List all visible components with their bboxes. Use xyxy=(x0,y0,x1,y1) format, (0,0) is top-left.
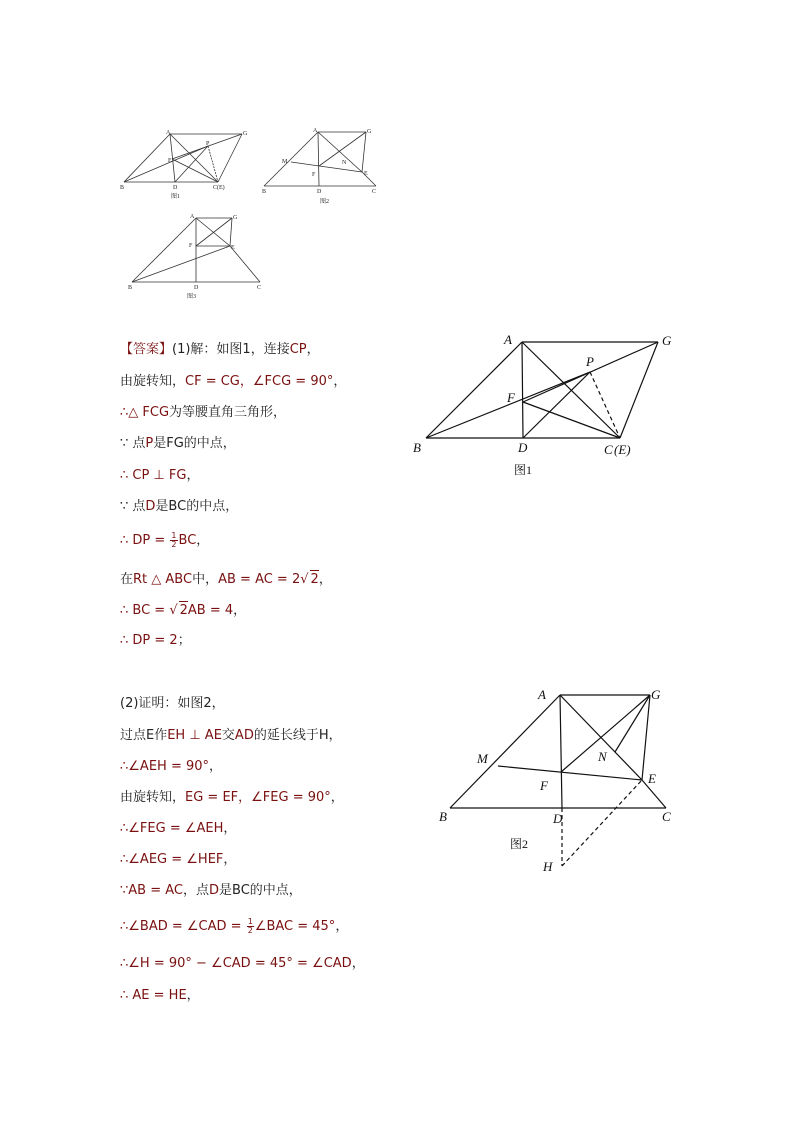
line-prefix: 由旋转知， xyxy=(120,374,186,389)
math-expression: ∴ DP = xyxy=(120,533,170,548)
line-prefix: 在 xyxy=(120,572,134,587)
answer-line xyxy=(120,727,342,745)
answer-line xyxy=(120,498,238,516)
fig2-label: M xyxy=(477,751,488,766)
fig1-label: F xyxy=(507,390,515,405)
answer-line xyxy=(120,632,191,650)
math-expression: ∠BAC = 45° xyxy=(254,919,336,934)
thumb2-label: M xyxy=(282,159,288,165)
fraction-denominator: 2 xyxy=(171,540,177,549)
fraction-numerator: 1 xyxy=(171,531,177,540)
thumb3-label: A xyxy=(190,214,195,220)
line-suffix: ， xyxy=(223,821,237,836)
math-expression: AB = AC = 2 xyxy=(218,572,301,587)
line-suffix: ， xyxy=(333,374,347,389)
fig1-label: B xyxy=(413,440,421,455)
line-suffix: ， xyxy=(306,342,320,357)
answer-line xyxy=(120,373,346,391)
thumbnail-figure-2 xyxy=(258,124,388,206)
fraction-denominator: 2 xyxy=(247,926,253,935)
sqrt-symbol: √ xyxy=(300,572,309,587)
line-suffix: ， xyxy=(335,919,349,934)
thumb3-label: E xyxy=(231,245,235,251)
thumb3-label: G xyxy=(233,215,238,221)
answer-tag: 【答案】 xyxy=(120,342,173,357)
line-mid: 中， xyxy=(192,572,219,587)
math-expression: D xyxy=(209,883,220,898)
answer-line xyxy=(120,918,348,936)
thumb1-label: A xyxy=(166,130,171,136)
figure-1 xyxy=(400,326,690,476)
line-prefix: ∵ 点 xyxy=(120,499,146,514)
answer-line xyxy=(120,882,302,900)
fig2-label: H xyxy=(543,859,553,874)
line-prefix: 由旋转知， xyxy=(120,790,186,805)
line-suffix: ， xyxy=(186,468,200,483)
answer-line xyxy=(120,341,320,359)
line-prefix: (2)证明：如图2， xyxy=(120,696,225,711)
line-suffix: ， xyxy=(186,988,200,1003)
line-suffix: ， xyxy=(330,790,344,805)
fig2-label: E xyxy=(648,771,656,786)
thumb2-label: N xyxy=(342,160,347,166)
answer-line xyxy=(120,987,200,1005)
answer-line xyxy=(120,532,209,550)
thumb2-label: E xyxy=(364,171,368,177)
thumb2-label: F xyxy=(312,172,316,178)
math-expression: ∴∠AEG = ∠HEF xyxy=(120,852,224,867)
math-expression: BC xyxy=(178,533,197,548)
line-mid: 交 xyxy=(221,728,235,743)
math-expression: EH ⊥ AE xyxy=(167,728,222,743)
math-expression: ∴ DP = 2 xyxy=(120,633,178,648)
fraction xyxy=(170,532,177,549)
fig1-label: A xyxy=(504,332,512,347)
math-expression: ∴∠FEG = ∠AEH xyxy=(120,821,224,836)
thumb3-label: D xyxy=(194,285,199,291)
thumbnail-figure-1 xyxy=(118,126,258,204)
thumb3-label: C xyxy=(257,285,262,291)
fig2-label: D xyxy=(553,811,563,826)
math-expression: D xyxy=(145,499,156,514)
thumb1-label: B xyxy=(120,185,125,191)
thumb3-label: F xyxy=(189,243,193,249)
thumbnail-figure-3 xyxy=(124,210,274,302)
thumb2-label: A xyxy=(313,128,318,134)
line-prefix: (1)解：如图1，连接 xyxy=(172,342,290,357)
line-prefix: ∵ 点 xyxy=(120,436,146,451)
fraction-numerator: 1 xyxy=(247,917,253,926)
answer-line xyxy=(120,758,222,776)
thumb2-label: B xyxy=(262,189,267,195)
answer-line xyxy=(120,789,344,807)
fig2-label: F xyxy=(540,778,548,793)
answer-line xyxy=(120,435,236,453)
math-expression: EG = EF，∠FEG = 90° xyxy=(185,790,331,805)
figure-2 xyxy=(430,680,680,880)
answer-line xyxy=(120,404,286,422)
thumb2-label: D xyxy=(317,189,322,195)
answer-line xyxy=(120,851,236,869)
line-suffix: ， xyxy=(209,759,223,774)
line-suffix: ， xyxy=(351,956,365,971)
thumb1-label: E xyxy=(168,158,172,164)
line-suffix: 的延长线于H， xyxy=(253,728,342,743)
line-suffix: ， xyxy=(233,603,247,618)
thumb3-caption: 图3 xyxy=(187,294,197,300)
math-expression: AB = 4 xyxy=(187,603,234,618)
fig2-label: N xyxy=(598,749,607,764)
answer-line xyxy=(120,601,246,620)
line-mid: ，点 xyxy=(182,883,209,898)
fig2-label: C xyxy=(662,809,671,824)
math-expression: ∴ CP ⊥ FG xyxy=(120,468,187,483)
fig2-label: B xyxy=(439,809,447,824)
line-suffix: ， xyxy=(196,533,210,548)
line-suffix: ， xyxy=(318,572,332,587)
math-expression: ∴ AE = HE xyxy=(120,988,187,1003)
sqrt-radicand: 2 xyxy=(310,572,319,587)
sqrt-symbol: √ xyxy=(169,603,178,618)
fig1-label: C xyxy=(604,442,613,457)
math-expression: AD xyxy=(234,728,254,743)
math-expression: CP xyxy=(289,342,307,357)
fig1-caption: 图1 xyxy=(514,463,533,476)
fig2-caption: 图2 xyxy=(510,837,529,851)
answer-line xyxy=(120,570,332,589)
fig1-label: (E) xyxy=(614,442,631,457)
fig1-label: G xyxy=(662,333,672,348)
thumb2-caption: 图2 xyxy=(320,199,330,205)
thumb1-label: C(E) xyxy=(213,185,225,191)
fig1-label: D xyxy=(518,440,528,455)
line-suffix: 是BC的中点， xyxy=(155,499,239,514)
math-expression: ∴∠BAD = ∠CAD = xyxy=(120,919,246,934)
math-expression: ∴∠AEH = 90° xyxy=(120,759,210,774)
answer-line xyxy=(120,695,225,713)
fraction xyxy=(247,918,254,935)
math-expression: ∴∠H = 90° − ∠CAD = 45° = ∠CAD xyxy=(120,956,352,971)
answer-line xyxy=(120,467,199,485)
fig1-label: P xyxy=(586,354,594,369)
thumb2-label: G xyxy=(367,129,372,135)
thumb3-label: B xyxy=(128,285,133,291)
fig2-label: G xyxy=(651,687,661,702)
line-suffix: 为等腰直角三角形， xyxy=(169,405,287,420)
line-prefix: 过点E作 xyxy=(120,728,168,743)
sqrt-radicand: 2 xyxy=(179,603,188,618)
line-suffix: ， xyxy=(223,852,237,867)
thumb1-label: P xyxy=(206,141,210,147)
math-expression: ∴ BC = xyxy=(120,603,170,618)
line-suffix: 是BC的中点， xyxy=(219,883,302,898)
line-suffix: ； xyxy=(177,633,191,648)
math-expression: P xyxy=(145,436,154,451)
math-expression: Rt △ ABC xyxy=(133,572,193,587)
answer-line xyxy=(120,955,365,973)
thumb1-label: D xyxy=(173,185,178,191)
thumb1-label: G xyxy=(243,131,248,137)
math-expression: ∵AB = AC xyxy=(120,883,183,898)
answer-line xyxy=(120,820,236,838)
line-suffix: 是FG的中点， xyxy=(153,436,236,451)
fig2-label: A xyxy=(538,687,546,702)
thumb1-caption: 图1 xyxy=(171,194,181,200)
math-expression: ∴△ FCG xyxy=(120,405,170,420)
math-expression: CF = CG，∠FCG = 90° xyxy=(185,374,334,389)
thumb2-label: C xyxy=(372,189,377,195)
